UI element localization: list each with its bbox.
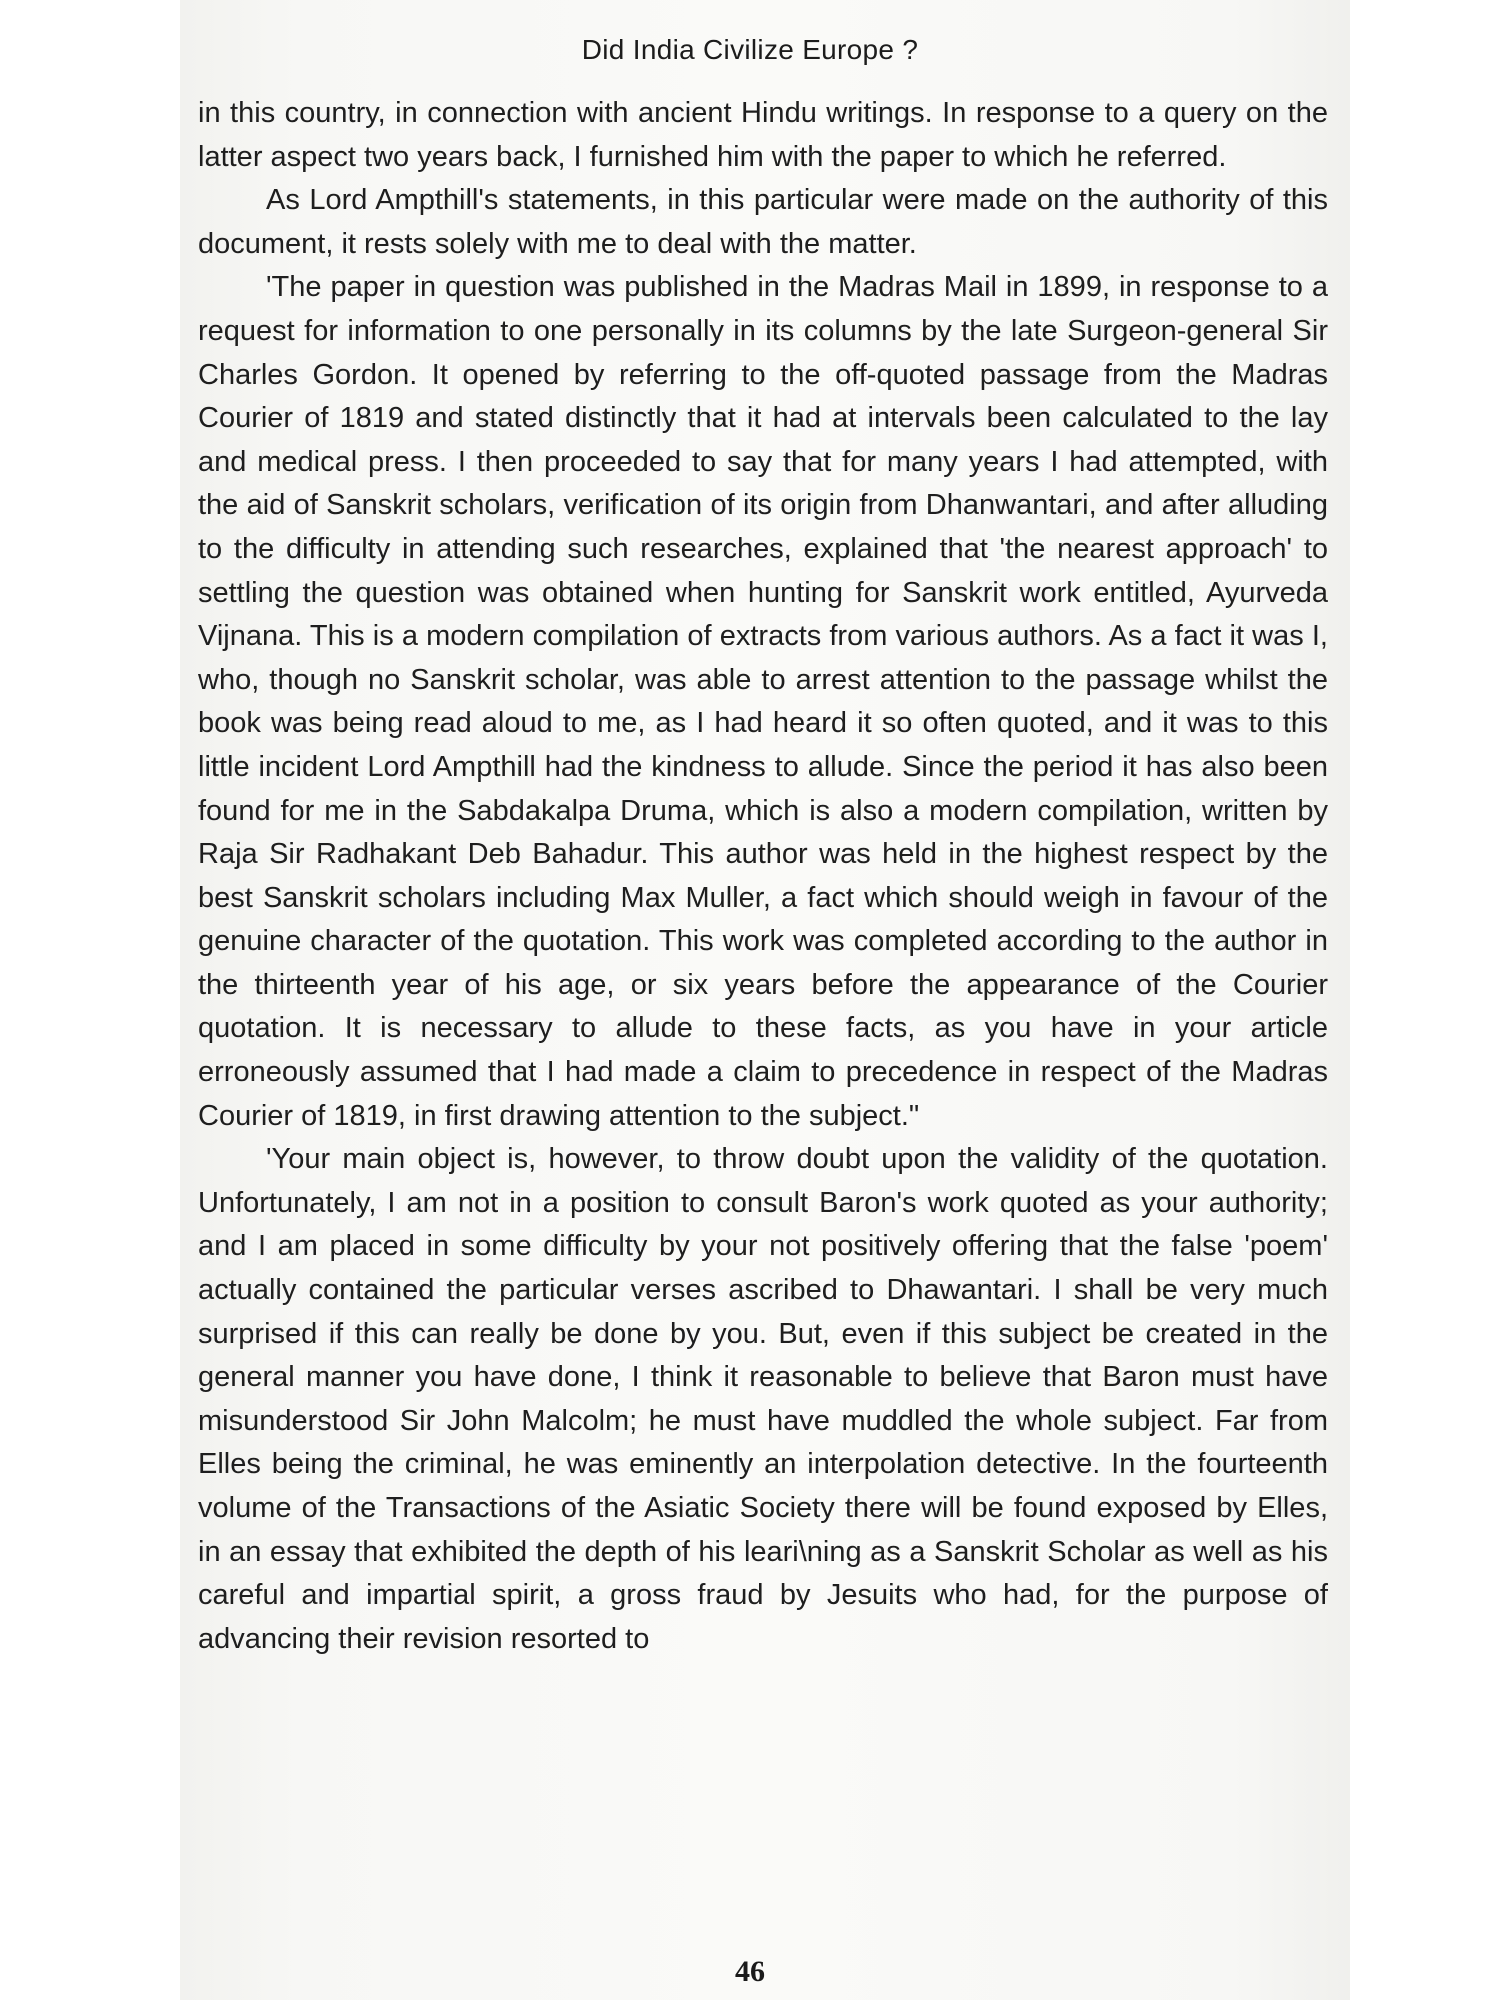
paragraph: 'Your main object is, however, to throw doubt upon the validity of the quotation. Unfortunately, I am not in a position to consult Baron's work quoted as your authority; and I am placed in some difficulty by your not positively offering that the false 'poem' actually contained the particular verses ascribed to Dhawantari. I shall be very much surprised if this can really be done by you. But, even if this subject be created in the general manner you have done, I think it reasonable to believe that Baron must have misunderstood Sir John Malcolm; he must have muddled the whole subject. Far from Elles being the criminal, he was eminently an interpolation detective. In the fourteenth volume of the Transactions of the Asiatic Society there will be found exposed by Elles, in an essay that exhibited the depth of his leari\ning as a Sanskrit Scholar as well as his careful and impartial spirit, a gross fraud by Jesuits who had, for the purpose of advancing their revision resorted to: [198, 1143, 1328, 1655]
page-number: 46: [735, 1955, 765, 1988]
running-header: Did India Civilize Europe ?: [581, 34, 919, 65]
paragraph: As Lord Ampthill's statements, in this particular were made on the authority of this document, it rests solely with me to deal with the matter.: [198, 184, 1328, 260]
paragraph: in this country, in connection with ancient Hindu writings. In response to a query on the latter aspect two years back, I furnished him with the paper to which he referred.: [198, 97, 1328, 173]
paragraph: 'The paper in question was published in the Madras Mail in 1899, in response to a request for information to one personally in its columns by the late Surgeon-general Sir Charles Gordon. It opened by referring to the off-quoted passage from the Madras Courier of 1819 and stated distinctly that it had at intervals been calculated to the lay and medical press. I then proceeded to say that for many years I had attempted, with the aid of Sanskrit scholars, verification of its origin from Dhanwantari, and after alluding to the difficulty in attending such researches, explained that 'the nearest approach' to settling the question was obtained when hunting for Sanskrit work entitled, Ayurveda Vijnana. This is a modern compilation of extracts from various authors. As a fact it was I, who, though no Sanskrit scholar, was able to arrest attention to the passage whilst the book was being read aloud to me, as I had heard it so often quoted, and it was to this little incident Lord Ampthill had the kindness to allude. Since the period it has also been found for me in the Sabdakalpa Druma, which is also a modern compilation, written by Raja Sir Radhakant Deb Bahadur. This author was held in the highest respect by the best Sanskrit scholars including Max Muller, a fact which should weigh in favour of the genuine character of the quotation. This work was completed according to the author in the thirteenth year of his age, or six years before the appearance of the Courier quotation. It is necessary to allude to these facts, as you have in your article erroneously assumed that I had made a claim to precedence in respect of the Madras Courier of 1819, in first drawing attention to the subject.": [198, 271, 1328, 1132]
body-text: [198, 92, 1328, 1661]
